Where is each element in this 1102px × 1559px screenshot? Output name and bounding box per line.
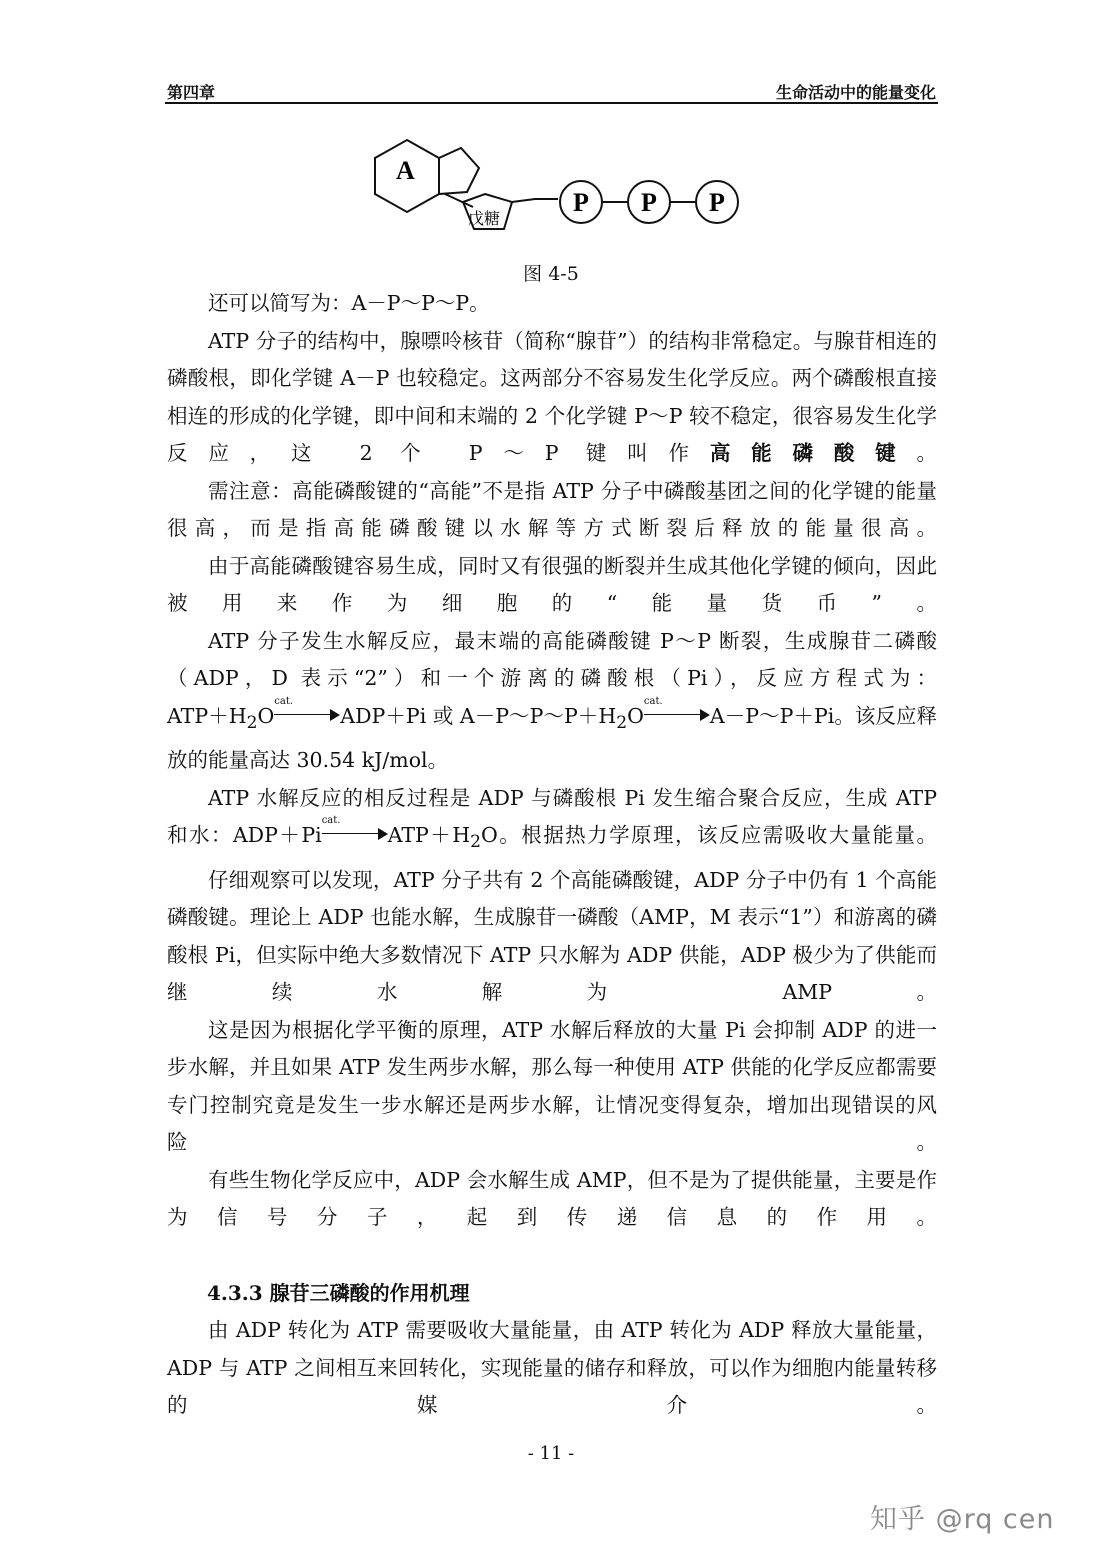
letter-o: O <box>257 703 275 728</box>
paragraph-energy-value: 放的能量高达 30.54 kJ/mol。 <box>167 748 449 773</box>
paragraph-end-mark: 。 <box>916 441 938 465</box>
sugar-phosphate-bond <box>512 199 558 202</box>
eq2-left: 和水：ADP＋Pi <box>167 823 322 848</box>
subscript-2: 2 <box>616 712 628 733</box>
paragraph-text: ATP 分子的结构中，腺嘌呤核苷（简称“腺苷”）的结构非常稳定。与腺苷相连的磷酸根，即化学键 A－P 也较稳定。这两部分不容易发生化学反应。两个磷酸根直接相连的形成的化学键，即中间和末端的 2 个化学键 P～P 较不稳定，很容易发生化学反应，这 2 个 P～P 键叫作 <box>167 328 937 465</box>
chapter-title: 生命活动中的能量变化 <box>775 83 936 102</box>
figure-caption: 图 4-5 <box>523 263 579 285</box>
eq1-middle: ADP＋Pi 或 A－P～P～P＋H <box>340 703 617 728</box>
phosphate-1-label: P <box>573 188 589 217</box>
eq1-right: A－P～P＋Pi。该反应释 <box>709 703 937 728</box>
paragraph-signal: 有些生物化学反应中，ADP 会水解生成 AMP，但不是为了提供能量，主要是作为信号分子，起到传递信息的作用。 <box>167 1167 937 1230</box>
page-number: - 11 - <box>527 1443 575 1464</box>
paragraph-reverse-line1: ATP 水解反应的相反过程是 ADP 与磷酸根 Pi 发生缩合聚合反应，生成 ATP <box>208 785 937 810</box>
catalyst-label: cat. <box>274 695 294 707</box>
paragraph-amp: 仔细观察可以发现，ATP 分子共有 2 个高能磷酸键，ADP 分子中仍有 1 个高能磷酸键。理论上 ADP 也能水解，生成腺苷一磷酸（AMP，M 表示“1”）和游离的磷酸根 Pi，但实际中绝大多数情况下 ATP 只水解为 ADP 供能，ADP 极少为了供能而继续水解为 AMP。 <box>167 867 937 1005</box>
letter-o: O <box>627 703 644 728</box>
base-label: A <box>396 156 415 185</box>
reaction-arrow <box>321 815 388 844</box>
body-text <box>167 285 937 1425</box>
phosphate-2-label: P <box>641 188 657 217</box>
synthesis-equation <box>167 817 937 862</box>
sugar-label: 戊糖 <box>468 209 501 228</box>
high-energy-bond-term: 高能磷酸键 <box>709 441 917 465</box>
eq2-right: O。根据热力学原理，该反应需吸收大量能量。 <box>481 823 937 848</box>
paragraph-equilibrium: 这是因为根据化学平衡的原理，ATP 水解后释放的大量 Pi 会抑制 ADP 的进一步水解，并且如果 ATP 发生两步水解，那么每一种使用 ATP 供能的化学反应都需要专门控制究竟是发生一步水解还是两步水解，让情况变得复杂，增加出现错误的风险。 <box>167 1017 937 1155</box>
purine-five-ring <box>439 148 479 194</box>
catalyst-label: cat. <box>643 695 663 707</box>
subscript-2: 2 <box>470 832 482 853</box>
paragraph-energy-currency: 由于高能磷酸键容易生成，同时又有很强的断裂并生成其他化学键的倾向，因此被用来作为细胞的“能量货币”。 <box>167 553 937 615</box>
eq2-middle: ATP＋H <box>387 823 471 848</box>
reaction-arrow <box>643 695 710 725</box>
atp-structure-diagram <box>355 135 755 245</box>
reaction-arrow <box>274 695 340 725</box>
catalyst-label: cat. <box>321 815 341 827</box>
eq1-left: ATP＋H <box>167 703 247 728</box>
hydrolysis-equation <box>167 695 937 743</box>
paragraph-mechanism: 由 ADP 转化为 ATP 需要吸收大量能量，由 ATP 转化为 ADP 释放大量能量，ADP 与 ATP 之间相互来回转化，实现能量的储存和释放，可以作为细胞内能量转移的媒介。 <box>167 1318 937 1418</box>
subscript-2: 2 <box>246 712 258 733</box>
paragraph-short-form: 还可以简写为：A－P～P～P。 <box>208 291 490 315</box>
paragraph-hydrolysis-line2: （ADP，D 表示“2”）和一个游离的磷酸根（Pi），反应方程式为： <box>167 666 937 690</box>
paragraph-note: 需注意：高能磷酸键的“高能”不是指 ATP 分子中磷酸基团之间的化学键的能量很高，而是指高能磷酸键以水解等方式断裂后释放的能量很高。 <box>167 478 937 540</box>
watermark: 知乎 @rq cen <box>870 1504 1055 1535</box>
paragraph-hydrolysis-line1: ATP 分子发生水解反应，最末端的高能磷酸键 P～P 断裂，生成腺苷二磷酸 <box>208 628 937 653</box>
section-heading: 4.3.3 腺苷三磷酸的作用机理 <box>207 1280 470 1305</box>
phosphate-3-label: P <box>709 188 725 217</box>
paragraph-atp-structure <box>167 323 937 473</box>
chapter-label: 第四章 <box>167 83 216 102</box>
page-header <box>165 78 938 104</box>
